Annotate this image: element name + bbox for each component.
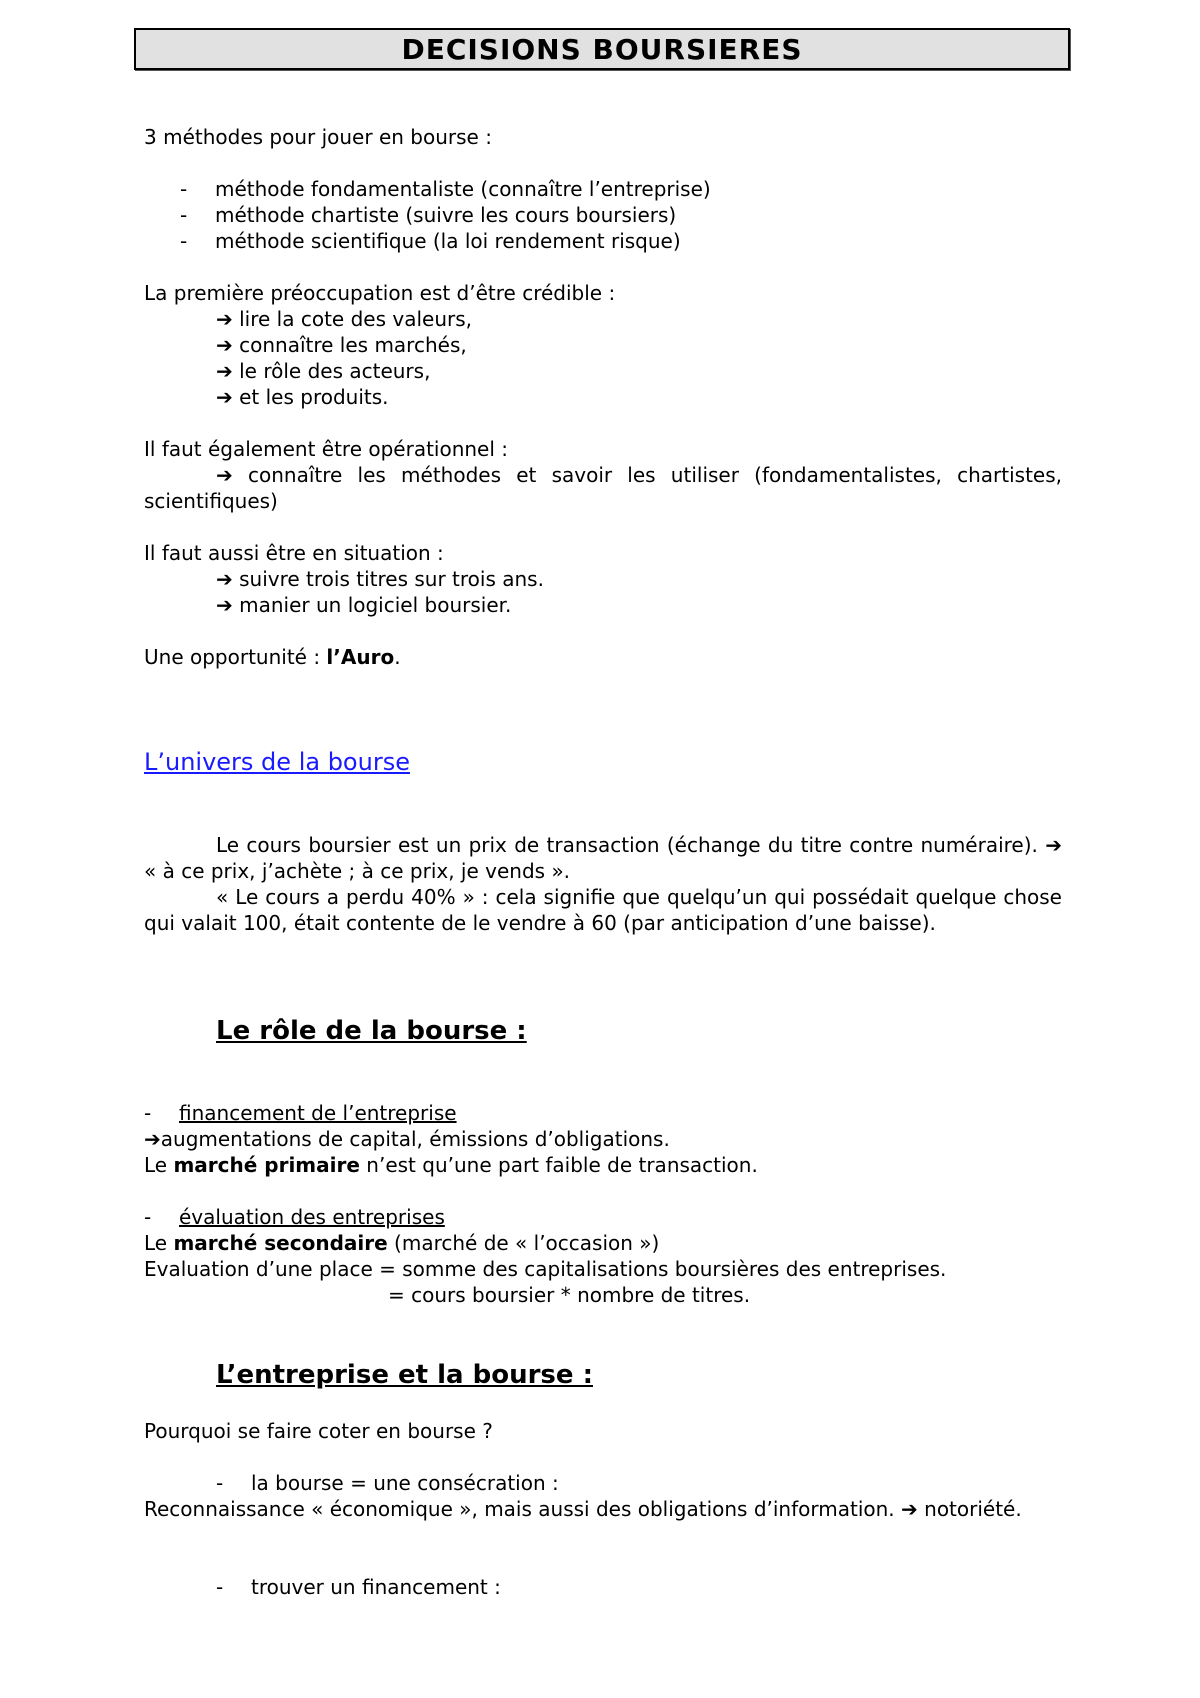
arrow-icon: ➔ <box>144 1127 161 1151</box>
situation-text: suivre trois titres sur trois ans. <box>239 567 544 591</box>
entreprise-text: notoriété. <box>924 1497 1022 1521</box>
credible-text: et les produits. <box>239 385 389 409</box>
method-text: méthode chartiste (suivre les cours boursiers) <box>215 203 677 227</box>
role-item-2-line2: Evaluation d’une place = somme des capitalisations boursières des entreprises. <box>144 1257 947 1281</box>
univers-heading-link[interactable]: L’univers de la bourse <box>144 748 410 776</box>
dash-bullet: - <box>144 1101 152 1125</box>
opportunity-line <box>144 644 401 670</box>
entreprise-item-2 <box>216 1574 501 1600</box>
dash-bullet: - <box>216 1575 224 1599</box>
dash-bullet: - <box>216 1471 224 1495</box>
arrow-icon: ➔ <box>216 567 233 591</box>
univers-text: Le cours boursier est un prix de transaction (échange du titre contre numéraire). <box>216 833 1038 857</box>
opportunity-prefix: Une opportunité : <box>144 645 327 669</box>
dash-bullet: - <box>180 229 188 253</box>
situation-lead: Il faut aussi être en situation : <box>144 541 444 565</box>
dash-bullet: - <box>180 177 188 201</box>
entreprise-item-1 <box>216 1470 559 1496</box>
credible-item <box>216 332 467 358</box>
credible-item <box>216 306 472 332</box>
operational-item <box>144 462 1062 514</box>
arrow-icon: ➔ <box>216 385 233 409</box>
arrow-icon: ➔ <box>216 333 233 357</box>
operational-text: connaître les méthodes et savoir les utiliser (fondamentalistes, chartistes, scientifiques) <box>144 463 1062 513</box>
opportunity-bold: l’Auro <box>326 645 395 669</box>
role-item-1-line2 <box>144 1152 758 1178</box>
opportunity-suffix: . <box>394 645 401 669</box>
univers-paragraph-1 <box>144 832 1062 884</box>
entreprise-item-text: trouver un financement : <box>251 1575 501 1599</box>
intro-lead: 3 méthodes pour jouer en bourse : <box>144 125 492 149</box>
role-item-1-line <box>144 1126 670 1152</box>
entreprise-item-text: la bourse = une consécration : <box>251 1471 559 1495</box>
arrow-icon: ➔ <box>216 593 233 617</box>
credible-lead: La première préoccupation est d’être crédible : <box>144 281 616 305</box>
credible-text: connaître les marchés, <box>239 333 467 357</box>
credible-text: le rôle des acteurs, <box>239 359 431 383</box>
role-text: Le <box>144 1231 174 1255</box>
univers-paragraph-2: « Le cours a perdu 40% » : cela signifie que quelqu’un qui possédait quelque chose qui valait 100, était contente de le vendre à 60 (par anticipation d’une baisse). <box>144 885 1062 935</box>
credible-text: lire la cote des valeurs, <box>239 307 472 331</box>
arrow-icon: ➔ <box>216 463 233 487</box>
role-heading: Le rôle de la bourse : <box>216 1016 527 1046</box>
role-text: augmentations de capital, émissions d’obligations. <box>160 1127 670 1151</box>
entreprise-heading: L’entreprise et la bourse : <box>216 1360 593 1390</box>
role-text: (marché de « l’occasion ») <box>387 1231 660 1255</box>
role-bold: marché primaire <box>173 1153 360 1177</box>
role-item-2 <box>144 1204 445 1230</box>
arrow-icon: ➔ <box>901 1497 918 1521</box>
role-text: Le <box>144 1153 174 1177</box>
entreprise-item-1-text <box>144 1496 1062 1522</box>
operational-lead: Il faut également être opérationnel : <box>144 437 509 461</box>
method-text: méthode scientifique (la loi rendement risque) <box>215 229 681 253</box>
arrow-icon: ➔ <box>216 359 233 383</box>
credible-item <box>216 358 430 384</box>
role-item-title: évaluation des entreprises <box>179 1205 445 1229</box>
role-item-2-line <box>144 1230 659 1256</box>
role-item-2-line3: = cours boursier * nombre de titres. <box>388 1283 751 1307</box>
arrow-icon: ➔ <box>1045 833 1062 857</box>
method-item <box>180 176 711 202</box>
title-box <box>134 28 1070 70</box>
dash-bullet: - <box>180 203 188 227</box>
role-bold: marché secondaire <box>173 1231 388 1255</box>
univers-quote: « à ce prix, j’achète ; à ce prix, je vends ». <box>144 859 571 883</box>
entreprise-text: Reconnaissance « économique », mais aussi des obligations d’information. <box>144 1497 895 1521</box>
role-text: n’est qu’une part faible de transaction. <box>359 1153 758 1177</box>
entreprise-question: Pourquoi se faire coter en bourse ? <box>144 1419 493 1443</box>
situation-item <box>216 566 544 592</box>
method-item <box>180 228 681 254</box>
role-item-1 <box>144 1100 457 1126</box>
credible-item <box>216 384 389 410</box>
page-title: DECISIONS BOURSIERES <box>401 32 803 66</box>
dash-bullet: - <box>144 1205 152 1229</box>
situation-text: manier un logiciel boursier. <box>239 593 512 617</box>
method-item <box>180 202 676 228</box>
arrow-icon: ➔ <box>216 307 233 331</box>
method-text: méthode fondamentaliste (connaître l’entreprise) <box>215 177 711 201</box>
role-item-title: financement de l’entreprise <box>179 1101 457 1125</box>
situation-item <box>216 592 511 618</box>
